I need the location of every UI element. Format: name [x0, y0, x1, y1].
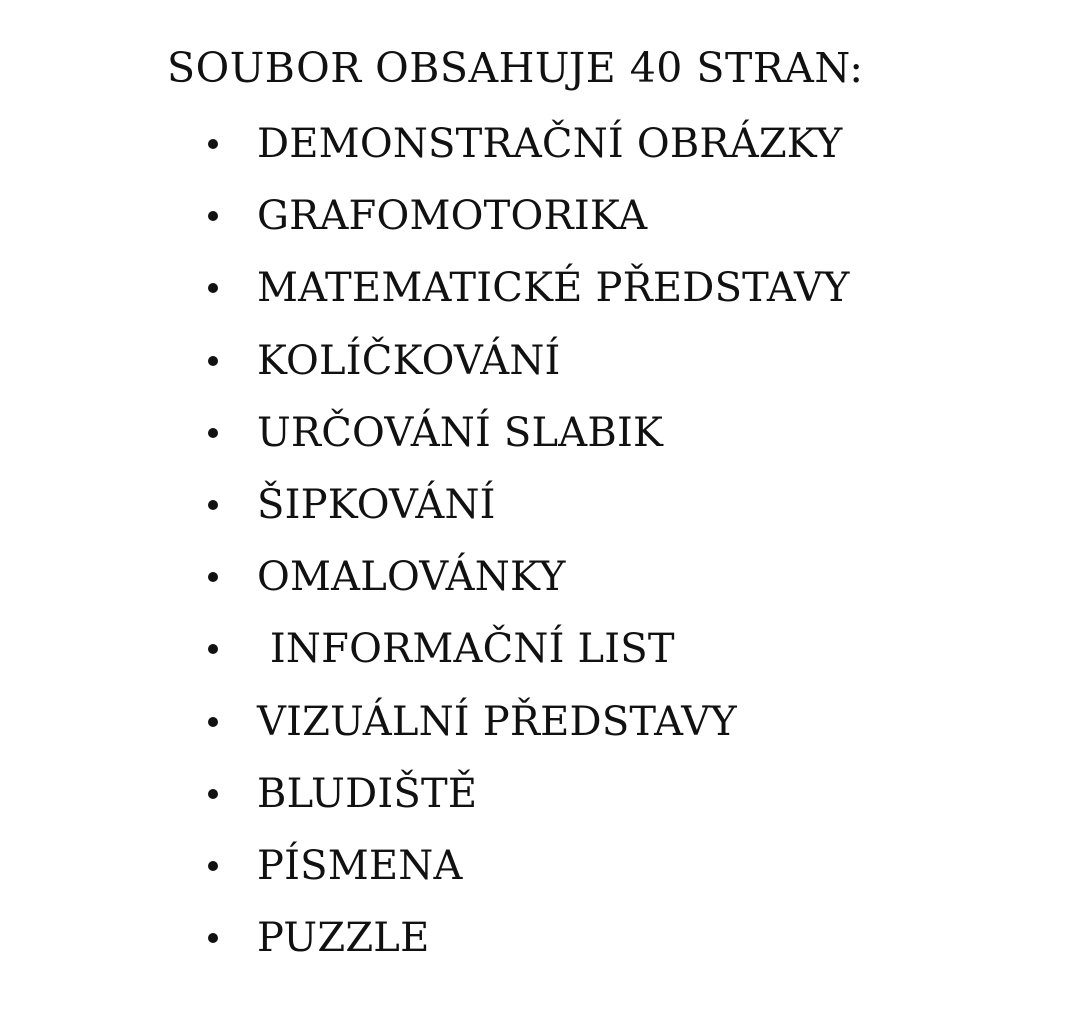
- list-item-label: MATEMATICKÉ PŘEDSTAVY: [257, 265, 850, 312]
- bullet-icon: [208, 356, 218, 366]
- list-item: [0, 686, 1070, 758]
- bullet-icon: [208, 717, 218, 727]
- list-item: [0, 613, 1070, 685]
- list-item: [0, 541, 1070, 613]
- bullet-icon: [208, 211, 218, 221]
- list-item-label: BLUDIŠTĚ: [257, 770, 478, 817]
- list-item: [0, 108, 1070, 180]
- list-item: [0, 325, 1070, 397]
- list-item-label: PUZZLE: [257, 915, 430, 962]
- list-item: [0, 252, 1070, 324]
- list-item: [0, 180, 1070, 252]
- list-item-label: VIZUÁLNÍ PŘEDSTAVY: [257, 698, 737, 745]
- bullet-icon: [208, 139, 218, 149]
- contents-list: [0, 108, 1070, 974]
- bullet-icon: [208, 428, 218, 438]
- list-item-label: DEMONSTRAČNÍ OBRÁZKY: [257, 121, 843, 167]
- list-item: [0, 397, 1070, 469]
- list-item-label: INFORMAČNÍ LIST: [257, 626, 675, 673]
- bullet-icon: [208, 861, 218, 871]
- list-item: [0, 830, 1070, 902]
- list-item-label: ŠIPKOVÁNÍ: [257, 481, 496, 528]
- document-heading: SOUBOR OBSAHUJE 40 STRAN:: [167, 44, 864, 92]
- bullet-icon: [208, 572, 218, 582]
- bullet-icon: [208, 500, 218, 510]
- bullet-icon: [208, 933, 218, 943]
- list-item: [0, 902, 1070, 974]
- bullet-icon: [208, 644, 218, 654]
- list-item-label: PÍSMENA: [257, 842, 463, 889]
- list-item: [0, 469, 1070, 541]
- list-item-label: URČOVÁNÍ SLABIK: [257, 409, 664, 456]
- list-item-label: KOLÍČKOVÁNÍ: [257, 337, 561, 384]
- list-item-label: GRAFOMOTORIKA: [257, 193, 648, 240]
- list-item-label: OMALOVÁNKY: [257, 554, 566, 601]
- list-item: [0, 758, 1070, 830]
- bullet-icon: [208, 283, 218, 293]
- bullet-icon: [208, 789, 218, 799]
